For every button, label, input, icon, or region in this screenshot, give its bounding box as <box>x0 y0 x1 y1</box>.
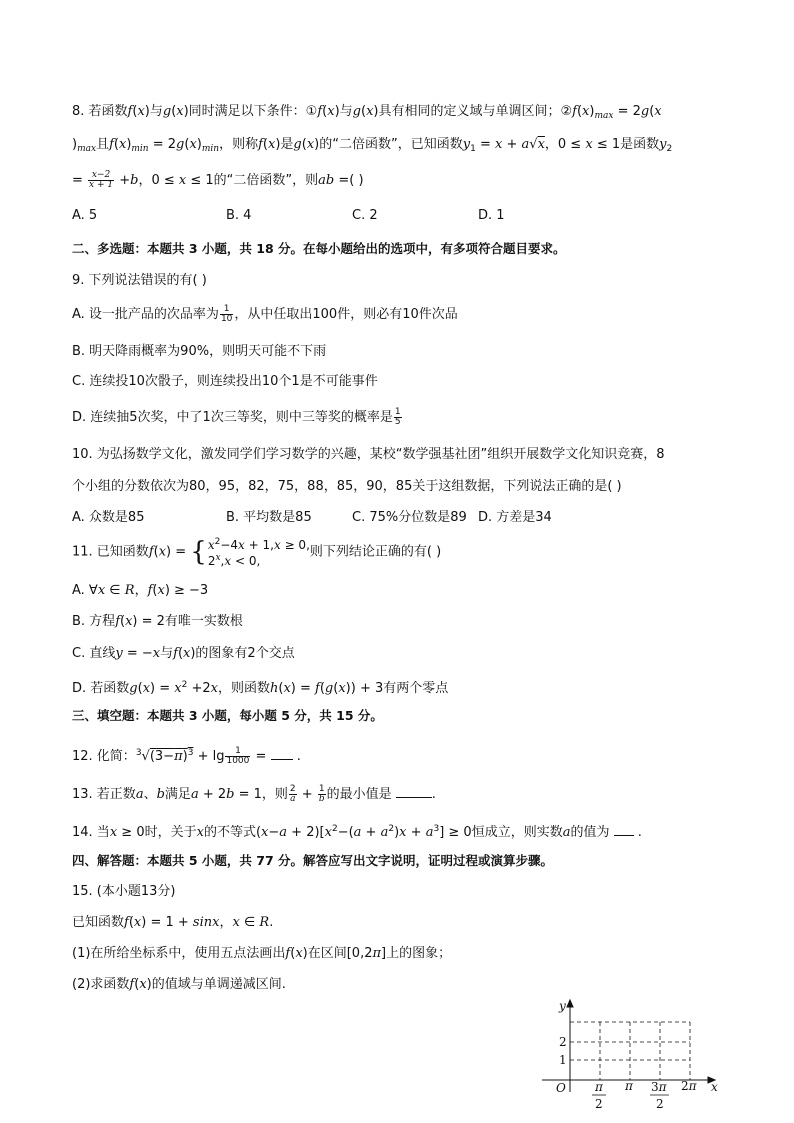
q15-part1: (1)在所给坐标系中，使用五点法画出f(x)在区间[0,2π]上的图象； <box>72 946 452 961</box>
q10-option-a: A. 众数是85 <box>72 510 145 525</box>
q13: 13. 若正数a、b满足a + 2b = 1，则 $\frac{2}{a}$ + $\frac{1}{b}$ 的最小值是 . <box>72 784 436 804</box>
q11-option-a: A. ∀x ∈ R，f(x) ≥ −3 <box>72 583 209 598</box>
q8-line1: 8. 若函数f(x)与g(x)同时满足以下条件：①f(x)与g(x)具有相同的定义域与单调区间；$②f(x)_{max} = 2g(x$ <box>72 104 662 121</box>
svg-text:2: 2 <box>595 1097 603 1111</box>
grid-lines <box>570 1022 690 1080</box>
svg-text:3π: 3π <box>651 1080 667 1094</box>
x-tick-3pi-half <box>650 1080 669 1111</box>
q11-option-d: D. 若函数$g(x) = x^2 +2x$，则函数h(x) = f(g(x)) + 3有两个零点 <box>72 680 449 696</box>
q8-option-c: C. 2 <box>352 208 378 223</box>
q12: 12. 化简：$^3√(3-\pi)^3 + \lg$ $\frac{1}{1000}$ = . <box>72 746 301 766</box>
q9-stem: 9. 下列说法错误的有( ) <box>72 273 207 288</box>
q9-option-a: A. 设一批产品的次品率为 $\frac{1}{10}$ ，从中任取出100件，则必有10件次品 <box>72 304 458 324</box>
svg-text:2: 2 <box>656 1097 664 1111</box>
x-tick-2pi: 2π <box>681 1079 697 1093</box>
q9-option-b: B. 明天降雨概率为90%，则明天可能不下雨 <box>72 344 327 359</box>
coordinate-grid <box>540 996 720 1112</box>
q11-option-b: B. 方程f(x) = 2有唯一实数根 <box>72 614 243 629</box>
q14: 14. 当x ≥ 0时，关于x的不等式$(x-a + 2)[x^2-(a + a^2)x + a^3] \ge 0$恒成立，则实数a的值为 . <box>72 824 642 840</box>
q8-option-a: A. 5 <box>72 208 98 223</box>
y-axis-arrow-icon <box>567 1000 573 1007</box>
q10-option-d: D. 方差是34 <box>478 510 552 525</box>
q10-line2: 个小组的分数依次为80，95，82，75，88，85，90，85关于这组数据，下列说法正确的是( ) <box>72 479 622 494</box>
origin-label: O <box>556 1081 566 1095</box>
q8-option-b: B. 4 <box>226 208 252 223</box>
section-fill-blank-header: 三、填空题：本题共 3 小题，每小题 5 分，共 15 分。 <box>72 708 383 723</box>
svg-text:π: π <box>595 1080 603 1094</box>
q15-header: 15. (本小题13分) <box>72 884 176 899</box>
y-tick-1: 1 <box>559 1053 567 1067</box>
x-axis-label: x <box>711 1080 718 1094</box>
q9-option-c: C. 连续投10次骰子，则连续投出10个1是不可能事件 <box>72 374 378 389</box>
x-tick-pi: π <box>625 1079 633 1093</box>
q11-option-c: C. 直线y = −x与f(x)的图象有2个交点 <box>72 646 295 661</box>
q15-given: 已知函数f(x) = 1 + sinx，x ∈ R. <box>72 915 274 930</box>
q8-option-d: D. 1 <box>478 208 505 223</box>
y-axis-label: y <box>559 999 566 1013</box>
x-tick-pi-half <box>592 1080 606 1111</box>
q15-part2: (2)求函数f(x)的值域与单调递减区间. <box>72 977 286 992</box>
q8-line2: )$_{max}$且$f(x)_{min} = 2g(x)_{min}$，则称f(x)是g(x)的“二倍函数”，已知函数$y_1 = x + a√x$，0 ≤ x ≤ 1是函数$y_2$ <box>72 137 673 154</box>
section-solution-header: 四、解答题：本题共 5 小题，共 77 分。解答应写出文字说明，证明过程或演算步骤。 <box>72 853 554 868</box>
q8-line3: = $\frac{x-2}{x + 1}$ +b，0 ≤ x ≤ 1的“二倍函数”，则ab =( ) <box>72 170 364 190</box>
q10-line1: 10. 为弘扬数学文化，激发同学们学习数学的兴趣，某校“数学强基社团”组织开展数学文化知识竞赛，8 <box>72 447 665 462</box>
q11-stem: 11. 已知函数f(x) = { $x^2-4x + 1,x \ge 0$, $2^x,x < 0$, 则下列结论正确的有( ) <box>72 537 442 568</box>
section-multiple-choice-header: 二、多选题：本题共 3 小题，共 18 分。在每小题给出的选项中，有多项符合题目要求。 <box>72 241 566 256</box>
q9-option-d: D. 连续抽5次奖，中了1次三等奖，则中三等奖的概率是 $\frac{1}{5}$ <box>72 407 401 427</box>
y-tick-2: 2 <box>559 1035 567 1049</box>
q10-option-b: B. 平均数是85 <box>226 510 312 525</box>
q10-option-c: C. 75%分位数是89 <box>352 510 467 525</box>
